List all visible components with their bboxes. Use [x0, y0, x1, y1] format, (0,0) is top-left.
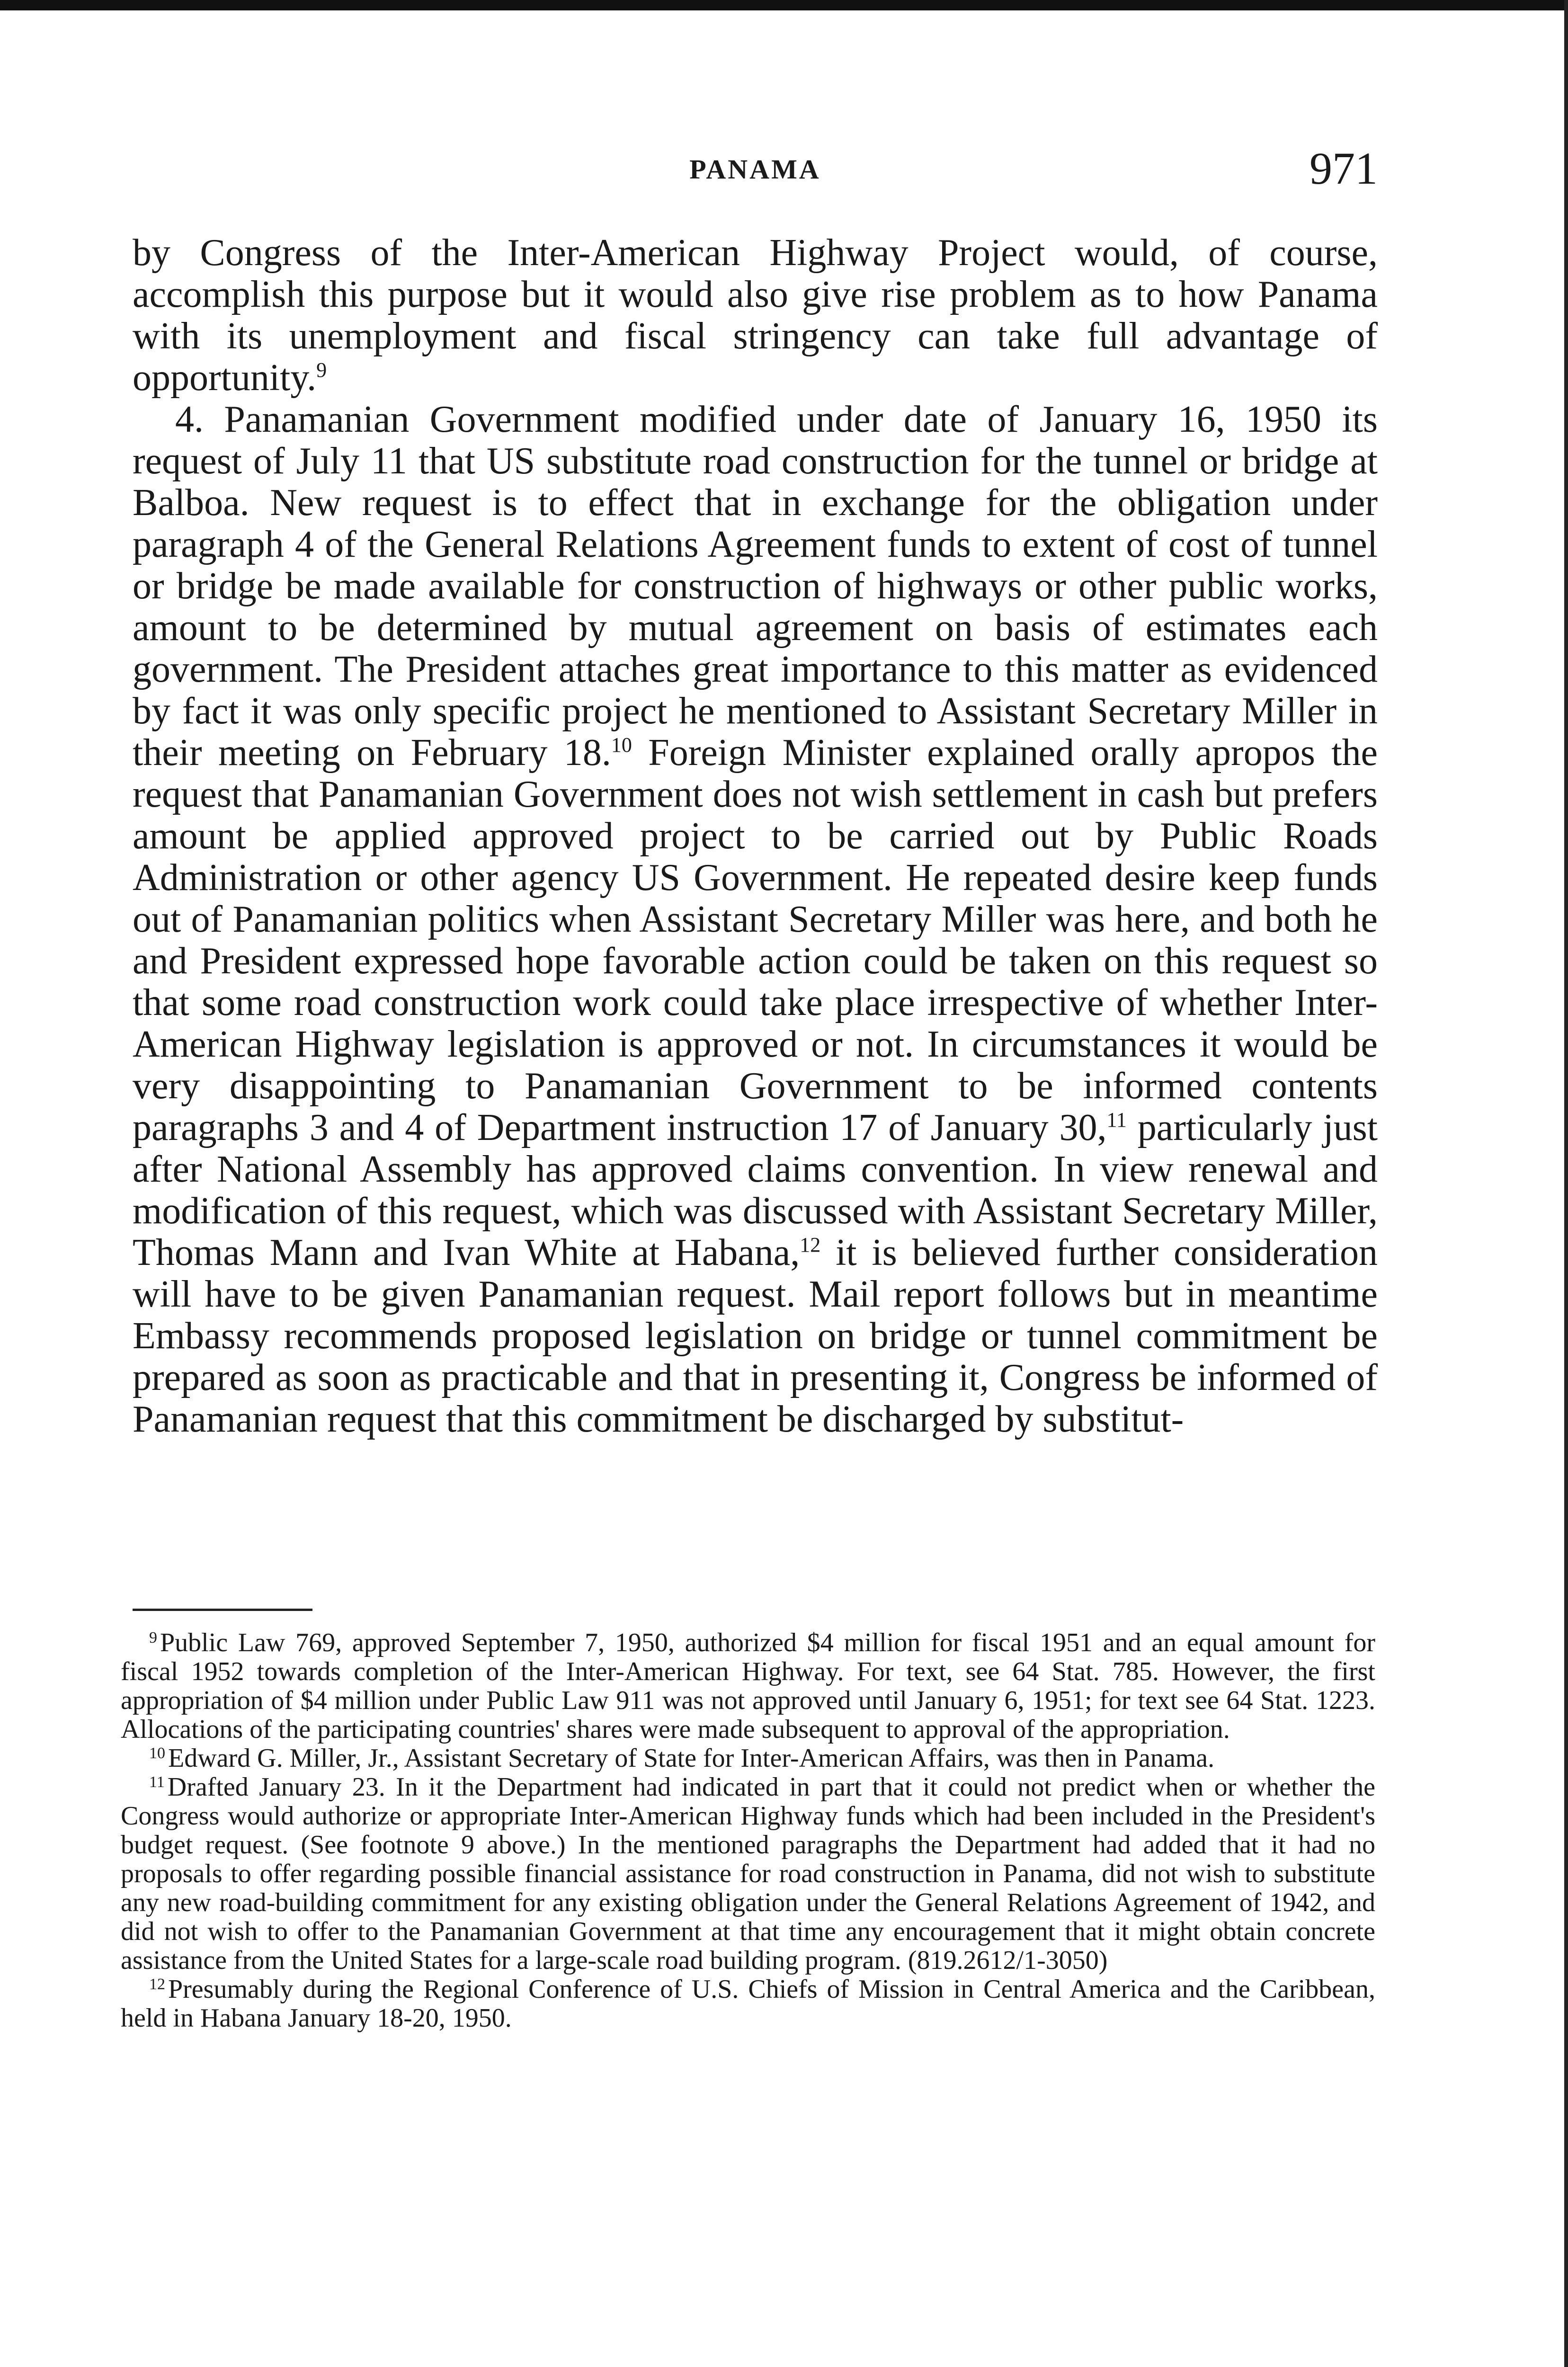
running-title: PANAMA	[689, 154, 821, 185]
footnote-reference: 9	[316, 358, 327, 382]
footnote-text: Public Law 769, approved September 7, 1950, authorized $4 million for fiscal 1951 and an equal amount for fiscal 1952 towards completion of the Inter-American Highway. For text, see 64 Stat. 785. However, the first appropriation of $4 million under Public Law 911 was not approved until January 6, 1951; for text see 64 Stat. 1223. Allocations of the participating countries' shares were made subsequent to approval of the appropriation.	[121, 1628, 1375, 1744]
footnote-item	[121, 1628, 1375, 1744]
paragraph-text: Foreign Minister explained orally apropos the request that Panamanian Government does not wish settlement in cash but prefers amount be applied approved project to be carried out by Public Roads Administration or other agency US Government. He repeated desire keep funds out of Panamanian politics when Assistant Secretary Miller was here, and both he and President expressed hope favorable action could be taken on this request so that some road construction work could take place irrespective of whether Inter-American Highway legislation is approved or not. In circumstances it would be very disappointing to Panamanian Government to be informed contents paragraphs 3 and 4 of Department instruction 17 of January 30,	[133, 732, 1378, 1148]
paragraph-4	[133, 399, 1378, 1440]
page-number: 971	[1310, 143, 1378, 194]
footnote-divider	[133, 1609, 312, 1611]
main-text	[133, 232, 1378, 1440]
paragraph-text: 4. Panamanian Government modified under date of January 16, 1950 its request of July 11 that US substitute road construction for the tunnel or bridge at Balboa. New request is to effect that in exchange for the obligation under paragraph 4 of the General Relations Agreement funds to extent of cost of tunnel or bridge be made available for construction of highways or other public works, amount to be determined by mutual agreement on basis of estimates each government. The President attaches great importance to this matter as evidenced by fact it was only specific project he mentioned to Assistant Secretary Miller in their meeting on February 18.	[133, 399, 1378, 774]
paragraph-text: particularly just after National Assembly has approved claims convention. In view renewal and modification of this request, which was discussed with Assistant Secretary Miller, Thomas Mann and Ivan White at Habana,	[133, 1107, 1378, 1273]
footnote-item	[121, 1744, 1375, 1773]
footnote-text: Presumably during the Regional Conference of U.S. Chiefs of Mission in Central America and the Caribbean, held in Habana January 18-20, 1950.	[121, 1975, 1375, 2033]
scan-right-edge	[1564, 0, 1568, 2367]
footnote-number: 11	[149, 1773, 165, 1791]
footnote-number: 12	[149, 1975, 165, 1993]
paragraph-continuation	[133, 232, 1378, 399]
paragraph-text: by Congress of the Inter-American Highway Project would, of course, accomplish this purpose but it would also give rise problem as to how Panama with its unemployment and fiscal stringency can take full advantage of opportunity.	[133, 232, 1378, 399]
scan-top-edge	[0, 0, 1568, 10]
footnote-text: Drafted January 23. In it the Department had indicated in part that it could not predict when or whether the Congress would authorize or appropriate Inter-American Highway funds which had been included in the President's budget request. (See footnote 9 above.) In the mentioned paragraphs the Department had added that it had no proposals to offer regarding possible financial assistance for road construction in Panama, did not wish to substitute any new road-building commitment for any existing obligation under the General Relations Agreement of 1942, and did not wish to offer to the Panamanian Government at that time any encouragement that it might obtain concrete assistance from the United States for a large-scale road building program. (819.2612/1-3050)	[121, 1772, 1375, 1975]
footnotes	[121, 1628, 1375, 2033]
footnote-number: 10	[149, 1744, 165, 1762]
footnote-reference: 12	[800, 1233, 821, 1256]
footnote-item	[121, 1975, 1375, 2033]
footnote-item	[121, 1773, 1375, 1975]
footnote-reference: 10	[611, 733, 632, 756]
paragraph-text: it is believed further consideration will have to be given Panamanian request. Mail report follows but in meantime Embassy recommends proposed legislation on bridge or tunnel commitment be prepared as soon as practicable and that in presenting it, Congress be informed of Panamanian request that this commitment be discharged by substitut-	[133, 1232, 1378, 1440]
footnote-reference: 11	[1106, 1108, 1127, 1131]
footnote-number: 9	[149, 1629, 157, 1646]
footnote-text: Edward G. Miller, Jr., Assistant Secretary of State for Inter-American Affairs, was then in Panama.	[168, 1744, 1215, 1773]
running-head	[133, 142, 1378, 194]
